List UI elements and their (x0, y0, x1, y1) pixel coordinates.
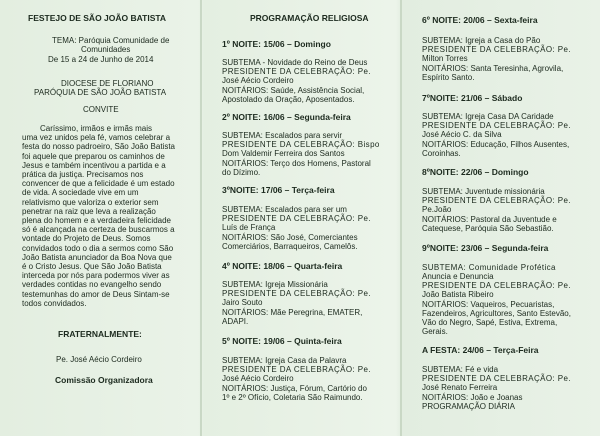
night-presider-name: Pe.João (422, 205, 452, 214)
night-presider: PRESIDENTE DA CELEBRAÇÃO: Pe. (422, 45, 571, 54)
theme-line: TEMA: Paróquia Comunidade de (52, 36, 170, 45)
night-subtheme: SUBTEMA: Escalados para servir (222, 131, 343, 140)
invitation-line: é o Cristo Jesus. Que São João Batista (22, 262, 162, 272)
night-presider: PRESIDENTE DA CELEBRAÇÃO: Pe. (222, 365, 371, 374)
night-subtheme: SUBTEMA: Igreja Casa da Palavra (222, 356, 347, 365)
panel-invitation (0, 0, 200, 436)
night-sponsors: do Dízimo. (222, 168, 261, 177)
night-sponsors: NOITÁRIOS: Pastoral da Juventude e (422, 215, 557, 224)
night-heading: 6º NOITE: 20/06 – Sexta-feira (422, 15, 538, 25)
night-subtheme: SUBTEMA: Comunidade Profética (422, 263, 556, 272)
panel-schedule-part1 (202, 0, 400, 436)
feast-presider-name: José Renato Ferreira (422, 383, 498, 392)
night-subtheme: SUBTEMA: Igreja Missionária (222, 280, 328, 289)
invitation-line: penetrar na raiz que leva a realização (22, 206, 156, 216)
night-presider: PRESIDENTE DA CELEBRAÇÃO: Pe. (422, 196, 571, 205)
invitation-line: testemunhas do amor de Deus Sintam-se (22, 289, 170, 299)
night-sponsors: 1º e 2º Ofício, Coletaria São Raimundo. (222, 393, 363, 402)
invitation-line: vontade do Projeto de Deus. Somos (22, 234, 151, 244)
invitation-heading: CONVITE (83, 105, 119, 114)
night-sponsors: NOITÁRIOS: Vaqueiros, Pecuaristas, (422, 300, 555, 309)
night-presider: PRESIDENTE DA CELEBRAÇÃO: Pe. (422, 121, 571, 130)
invitation-line: interceda por nós para podermos viver as (22, 271, 170, 281)
feast-heading: A FESTA: 24/06 – Terça-Feira (422, 345, 539, 355)
night-sponsors: Catequese, Paróquia São Sebastião. (422, 224, 554, 233)
night-sponsors: NOITÁRIOS: Santa Teresinha, Agrovila, (422, 64, 564, 73)
night-presider: PRESIDENTE DA CELEBRAÇÃO: Pe. (222, 67, 371, 76)
night-subtheme: SUBTEMA: Igreja Casa DA Caridade (422, 112, 554, 121)
night-heading: 5º NOITE: 19/06 – Quinta-feira (222, 336, 342, 346)
night-presider-name: Jairo Souto (222, 298, 263, 307)
night-heading: 2º NOITE: 16/06 – Segunda-feira (222, 112, 351, 122)
invitation-text (22, 124, 182, 308)
night-sponsors: NOITÁRIOS: Saúde, Assistência Social, (222, 86, 365, 95)
night-heading: 9ºNOITE: 23/06 – Segunda-feira (422, 243, 549, 253)
organizing-committee: Comissão Organizadora (55, 375, 153, 385)
invitation-line: João Batista anunciador da Boa Nova que (22, 252, 172, 262)
feast-sponsors: NOITÁRIOS: João e Joanas (422, 393, 523, 402)
invitation-line: Jesus e também incentivou a partida e a (22, 160, 166, 170)
invitation-line: verdades contidas no evangelho sendo (22, 280, 162, 290)
night-presider-name: José Aécio C. da Silva (422, 130, 502, 139)
night-sponsors: NOITÁRIOS: Mãe Peregrina, EMATER, (222, 308, 363, 317)
theme-line: Comunidades (81, 45, 131, 54)
night-heading: 4º NOITE: 18/06 – Quarta-feira (222, 261, 343, 271)
daily-program-label: PROGRAMAÇÃO DIÁRIA (422, 402, 515, 411)
night-sponsors: Vão do Negro, Sapé, Estiva, Extrema, (422, 318, 558, 327)
night-presider: PRESIDENTE DA CELEBRAÇÃO: Pe. (422, 281, 571, 290)
parish-name: PARÓQUIA DE SÃO JOÃO BATISTA (34, 88, 167, 97)
invitation-line: plena do homem e a verdadeira felicidade (22, 216, 171, 226)
night-sponsors: NOITÁRIOS: São José, Comerciantes (222, 233, 358, 242)
night-sponsors: NOITÁRIOS: Justiça, Fórum, Cartório do (222, 384, 367, 393)
night-presider: PRESIDENTE DA CELEBRAÇÃO: Pe. (222, 289, 371, 298)
invitation-line: só é alcançada na certeza de buscarmos a (22, 225, 175, 235)
night-sponsors: Fazendeiros, Agricultores, Santo Estevão, (422, 309, 571, 318)
night-sponsors: Espírito Santo. (422, 73, 475, 82)
night-sponsors: Gerais. (422, 327, 448, 336)
night-subtheme: SUBTEMA: Escalados para ser um (222, 205, 347, 214)
night-subtheme: Anuncia e Denuncia (422, 272, 494, 281)
diocese-name: DIOCESE DE FLORIANO (61, 79, 154, 88)
night-subtheme: SUBTEMA - Novidade do Reino de Deus (222, 58, 368, 67)
panel-schedule-part2 (402, 0, 600, 436)
night-presider-name: José Aécio Cordeiro (222, 374, 294, 383)
night-presider-name: José Aécio Cordeiro (222, 76, 294, 85)
invitation-line: relativismo que valoriza o exterior sem (22, 197, 159, 207)
night-presider-name: Dom Valdemir Ferreira dos Santos (222, 149, 345, 158)
invitation-line: Caríssimo, irmãos e irmãs mais (40, 124, 153, 133)
night-heading: 8ºNOITE: 22/06 – Domingo (422, 167, 529, 177)
feast-presider: PRESIDENTE DA CELEBRAÇÃO: Pe. (422, 374, 571, 383)
signer-name: Pe. José Aécio Cordeiro (56, 355, 142, 364)
invitation-line: convencer de que a felicidade é um estado (22, 179, 175, 189)
night-sponsors: NOITÁRIOS: Educação, Filhos Ausentes, (422, 140, 570, 149)
feast-subtheme: SUBTEMA: Fé e vida (422, 365, 499, 374)
invitation-line: festa do nosso padroeiro, São João Batista (22, 142, 175, 152)
night-sponsors: ADAPI. (222, 317, 249, 326)
night-presider-name: Luís de França (222, 223, 276, 232)
night-subtheme: SUBTEMA: Juventude missionária (422, 187, 545, 196)
invitation-line: foi aquele que preparou os caminhos de (22, 151, 165, 161)
night-sponsors: Comerciários, Barraqueiros, Camelôs. (222, 242, 358, 251)
night-presider: PRESIDENTE DA CELEBRAÇÃO: Pe. (222, 214, 371, 223)
closing-salutation: FRATERNALMENTE: (58, 329, 142, 339)
night-presider-name: João Batista Ribeiro (422, 290, 494, 299)
night-subtheme: SUBTEMA: Igreja a Casa do Pão (422, 36, 541, 45)
invitation-line: prática da justiça. Precisamos nos (22, 170, 144, 180)
program-title: PROGRAMAÇÃO RELIGIOSA (250, 13, 369, 23)
night-presider-name: Milton Torres (422, 54, 468, 63)
night-sponsors: NOITÁRIOS: Terço dos Homens, Pastoral (222, 159, 371, 168)
night-sponsors: Apostolado da Oração, Aposentados. (222, 95, 355, 104)
night-heading: 7ºNOITE: 21/06 – Sábado (422, 93, 523, 103)
night-presider: PRESIDENTE DA CELEBRAÇÃO: Bispo (222, 140, 380, 149)
invitation-line: convidados todo o dia a sermos como São (22, 243, 174, 253)
invitation-line: uma vez unidos pela fé, vamos celebrar a (22, 133, 171, 143)
invitation-line: de vida. A sociedade vive em um (22, 188, 139, 198)
invitation-line: todos convidados. (22, 298, 87, 308)
festival-title: FESTEJO DE SÃO JOÃO BATISTA (28, 13, 167, 23)
night-sponsors: Coroinhas. (422, 149, 461, 158)
night-heading: 3ºNOITE: 17/06 – Terça-feira (222, 185, 335, 195)
theme-dates: De 15 a 24 de Junho de 2014 (48, 55, 154, 64)
night-heading: 1º NOITE: 15/06 – Domingo (222, 39, 331, 49)
